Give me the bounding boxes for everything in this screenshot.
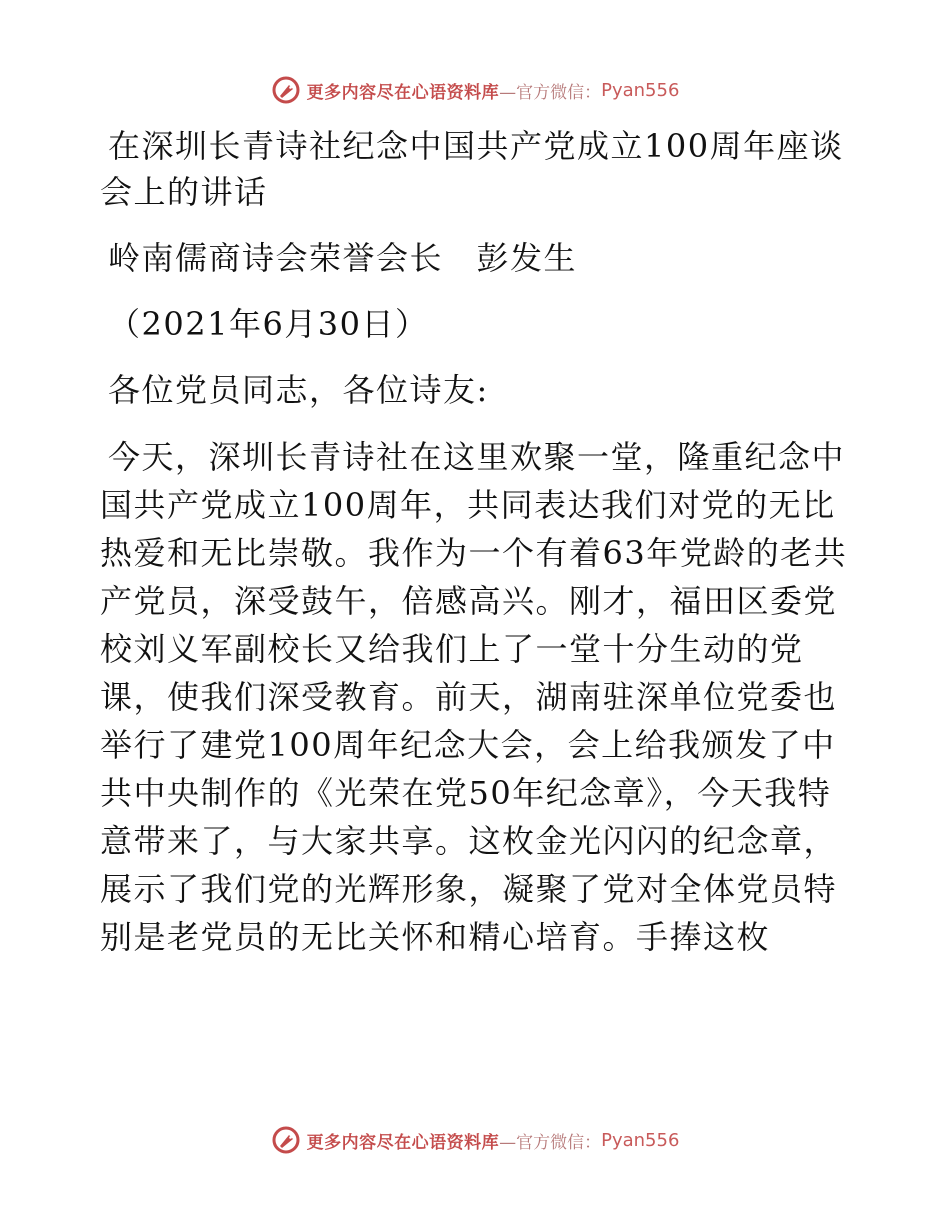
watermark-separator: —官方微信： bbox=[499, 1132, 602, 1153]
document-title: 在深圳长青诗社纪念中国共产党成立100周年座谈会上的讲话 bbox=[100, 127, 844, 211]
author-line: 岭南儒商诗会荣誉会长 彭发生 bbox=[108, 239, 578, 277]
date-line: （2021年6月30日） bbox=[108, 305, 429, 343]
document-body bbox=[100, 123, 860, 961]
body-paragraph: 今天，深圳长青诗社在这里欢聚一堂，隆重纪念中国共产党成立100周年，共同表达我们对党的无比热爱和无比崇敬。我作为一个有着63年党龄的老共产党员，深受鼓午，倍感高兴。刚才，福田区委党校刘义军副校长又给我们上了一堂十分生动的党课，使我们深受教育。前天，湖南驻深单位党委也举行了建党100周年纪念大会，会上给我颁发了中共中央制作的《光荣在党50年纪念章》，今天我特意带来了，与大家共享。这枚金光闪闪的纪念章，展示了我们党的光辉形象，凝聚了党对全体党员特别是老党员的无比关怀和精心培育。手捧这枚 bbox=[100, 438, 848, 956]
pen-nib-circle-icon bbox=[271, 75, 301, 105]
pen-nib-circle-icon bbox=[271, 1125, 301, 1155]
watermark-footer bbox=[0, 1120, 950, 1160]
watermark-text: 更多内容尽在心语资料库 bbox=[306, 1132, 500, 1153]
salutation: 各位党员同志，各位诗友: bbox=[108, 371, 489, 409]
watermark-handle: Pyan556 bbox=[601, 79, 680, 101]
watermark-handle: Pyan556 bbox=[601, 1129, 680, 1151]
watermark-header bbox=[0, 70, 950, 110]
watermark-text: 更多内容尽在心语资料库 bbox=[306, 82, 500, 103]
watermark-separator: —官方微信： bbox=[499, 82, 602, 103]
